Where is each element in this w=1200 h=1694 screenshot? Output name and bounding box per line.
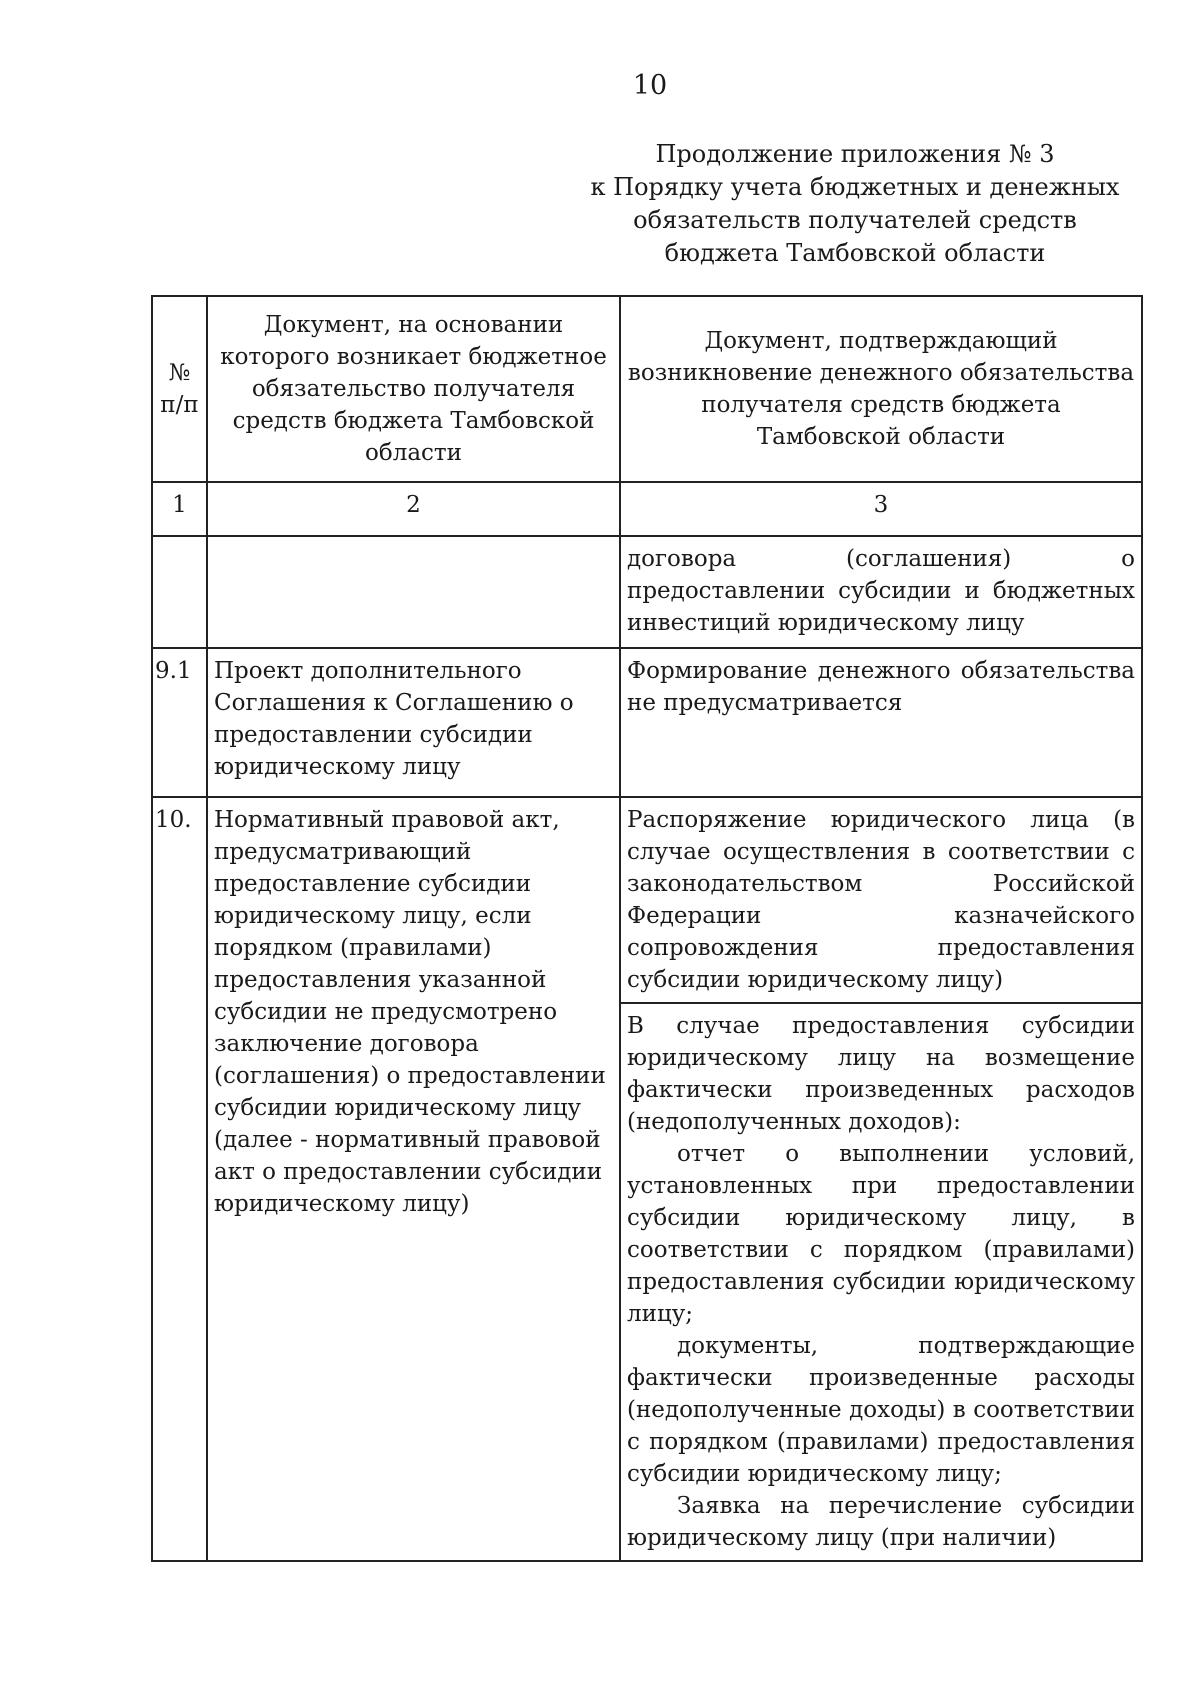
row-9-1-monetary-document: Формирование денежного обязательства не предусматривается [620,648,1142,797]
index-cell-2: 2 [207,482,620,536]
continuation-col3-cell: договора (соглашения) о предоставлении субсидии и бюджетных инвестиций юридическому лицу [620,536,1142,648]
row-10-part2-item3: Заявка на перечисление субсидии юридическому лицу (при наличии) [627,1493,1135,1551]
obligations-table [151,295,1143,1562]
continuation-num-cell [152,536,207,648]
row-number-9-1: 9.1 [152,648,207,797]
row-10-part2-intro: В случае предоставления субсидии юридическому лицу на возмещение фактически произведенных расходов (недополученных доходов): [627,1013,1135,1135]
index-cell-3: 3 [620,482,1142,536]
row-10-budget-document: Нормативный правовой акт, предусматривающий предоставление субсидии юридическому лицу, если порядком (правилами) предоставления указанной субсидии не предусмотрено заключение договора (соглашения) о предоставлении субсидии юридическому лицу (далее - нормативный правовой акт о предоставлении субсидии юридическому лицу) [207,797,620,1561]
row-10-part2-item1: отчет о выполнении условий, установленных при предоставлении субсидии юридическому лицу, в соответствии с порядком (правилами) предоставления субсидии юридическому лицу; [627,1141,1135,1327]
header-line-2: к Порядку учета бюджетных и денежных [590,173,1120,201]
row-10-monetary-document-part2 [620,1003,1142,1561]
row-10-part2-item2: документы, подтверждающие фактически произведенные расходы (недополученные доходы) в соответствии с порядком (правилами) предоставления субсидии юридическому лицу; [627,1333,1135,1487]
index-cell-1: 1 [152,482,207,536]
header-col-monetary-obligation-document: Документ, подтверждающий возникновение денежного обязательства получателя средств бюджета Тамбовской области [620,296,1142,482]
table-row [152,536,1142,648]
header-line-4: бюджета Тамбовской области [664,239,1046,267]
row-number-10: 10. [152,797,207,1561]
table-row [152,648,1142,797]
appendix-header-note [585,138,1125,270]
page-number: 10 [632,70,668,101]
table-row [152,797,1142,1003]
row-10-monetary-document-part1: Распоряжение юридического лица (в случае осуществления в соответствии с законодательством Российской Федерации казначейского сопровождения предоставления субсидии юридическому лицу) [620,797,1142,1003]
row-9-1-budget-document: Проект дополнительного Соглашения к Соглашению о предоставлении субсидии юридическому лицу [207,648,620,797]
table-header-row [152,296,1142,482]
continuation-col2-cell [207,536,620,648]
header-line-3: обязательств получателей средств [633,206,1077,234]
header-col-number: № п/п [152,296,207,482]
header-col-budget-obligation-document: Документ, на основании которого возникает бюджетное обязательство получателя средств бюджета Тамбовской области [207,296,620,482]
header-line-1: Продолжение приложения № 3 [655,140,1055,168]
table-index-row [152,482,1142,536]
